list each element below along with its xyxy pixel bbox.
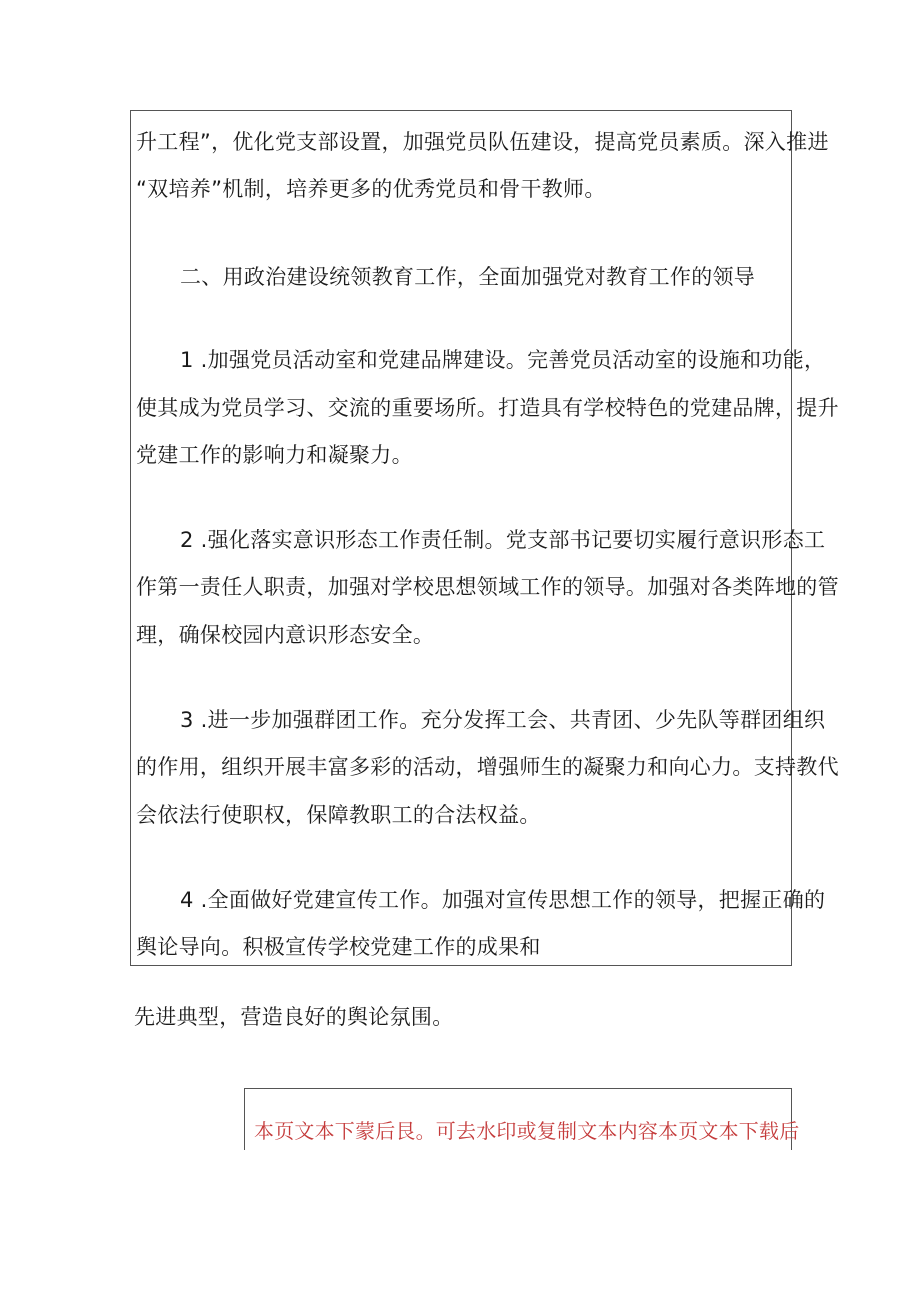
paragraph-line: 4 .全面做好党建宣传工作。加强对宣传思想工作的领导，把握正确的 [180,888,826,912]
paragraph-line: 作第一责任人职责，加强对学校思想领域工作的领导。加强对各类阵地的管 [136,575,839,599]
paragraph-line: 舆论导向。积极宣传学校党建工作的成果和 [136,935,541,959]
continuation-line: 先进典型，营造良好的舆论氛围。 [134,1005,454,1029]
paragraph-line: 使其成为党员学习、交流的重要场所。打造具有学校特色的党建品牌，提升 [136,396,839,420]
paragraph-line: 理，确保校园内意识形态安全。 [136,623,435,647]
paragraph-line: 党建工作的影响力和凝聚力。 [136,443,413,467]
section-heading: 二、用政治建设统领教育工作，全面加强党对教育工作的领导 [180,265,756,289]
paragraph-line: 1 .加强党员活动室和党建品牌建设。完善党员活动室的设施和功能， [180,348,826,372]
paragraph-line: “双培养”机制，培养更多的优秀党员和骨干教师。 [136,177,606,201]
paragraph-line: 3 .进一步加强群团工作。充分发挥工会、共青团、少先队等群团组织 [180,708,826,732]
paragraph-line: 会依法行使职权，保障教职工的合法权益。 [136,803,541,827]
paragraph-line: 2 .强化落实意识形态工作责任制。党支部书记要切实履行意识形态工 [180,528,826,552]
paragraph-line: 的作用，组织开展丰富多彩的活动，增强师生的凝聚力和向心力。支持教代 [136,755,839,779]
paragraph-line: 升工程”，优化党支部设置，加强党员队伍建设，提高党员素质。深入推进 [136,130,829,154]
watermark-text: 本页文本下蒙后艮。可去水印或复制文本内容本页文本下载后 [254,1119,800,1143]
